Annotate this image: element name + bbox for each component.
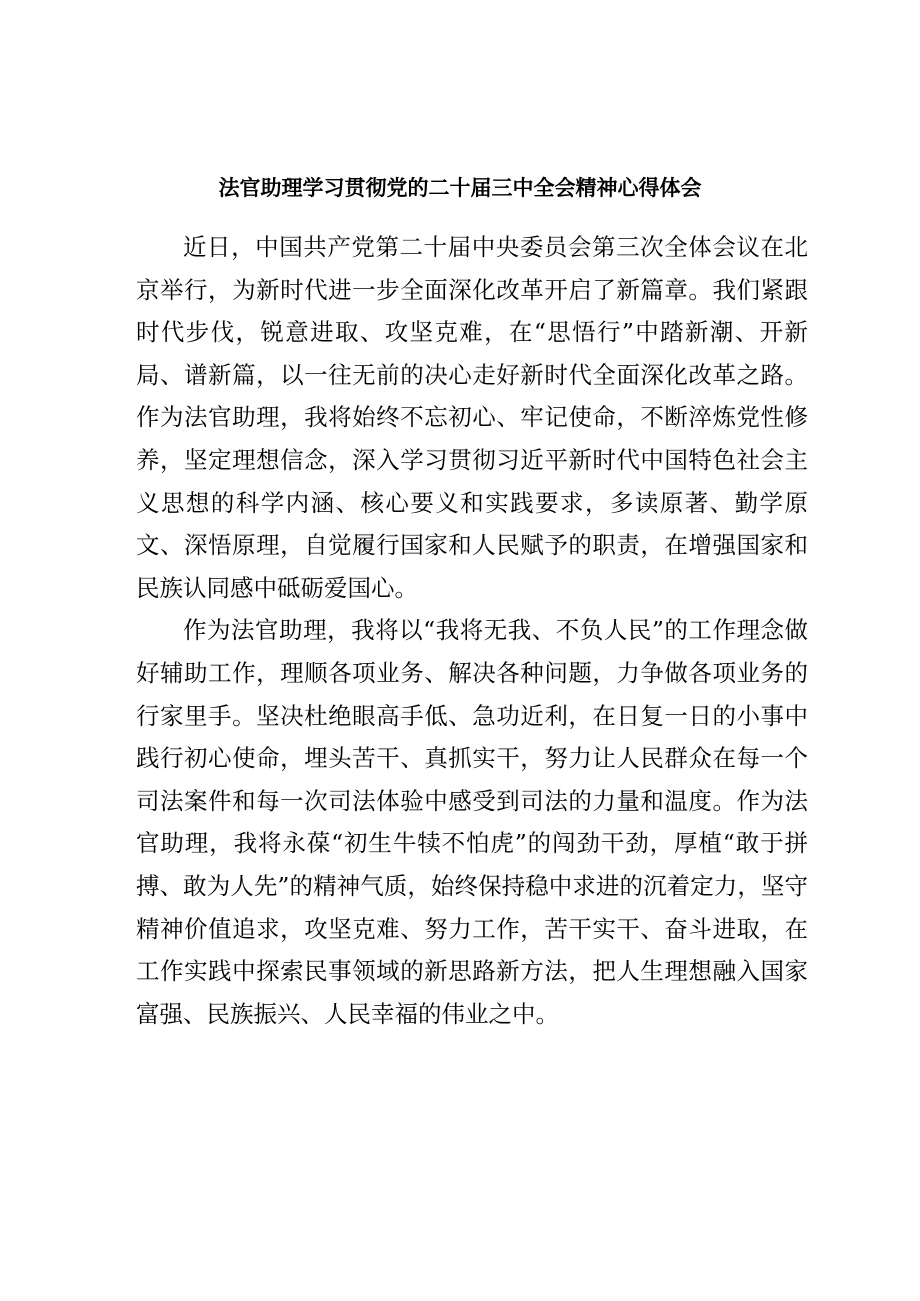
- document-title: 法官助理学习贯彻党的二十届三中全会精神心得体会: [218, 176, 702, 200]
- paragraph-1: 近日，中国共产党第二十届中央委员会第三次全体会议在北京举行，为新时代进一步全面深化改革开启了新篇章。我们紧跟时代步伐，锐意进取、攻坚克难，在“思悟行”中踏新潮、开新局、谱新篇，以一往无前的决心走好新时代全面深化改革之路。作为法官助理，我将始终不忘初心、牢记使命，不断淬炼党性修养，坚定理想信念，深入学习贯彻习近平新时代中国特色社会主义思想的科学内涵、核心要义和实践要求，多读原著、勤学原文、深悟原理，自觉履行国家和人民赋予的职责，在增强国家和民族认同感中砥砺爱国心。: [136, 233, 808, 602]
- document-body: [136, 226, 808, 1035]
- paragraph-2: 作为法官助理，我将以“我将无我、不负人民”的工作理念做好辅助工作，理顺各项业务、解决各种问题，力争做各项业务的行家里手。坚决杜绝眼高手低、急功近利，在日复一日的小事中践行初心使命，埋头苦干、真抓实干，努力让人民群众在每一个司法案件和每一次司法体验中感受到司法的力量和温度。作为法官助理，我将永葆“初生牛犊不怕虎”的闯劲干劲，厚植“敢于拼搏、敢为人先”的精神气质，始终保持稳中求进的沉着定力，坚守精神价值追求，攻坚克难、努力工作，苦干实干、奋斗进取，在工作实践中探索民事领域的新思路新方法，把人生理想融入国家富强、民族振兴、人民幸福的伟业之中。: [136, 616, 808, 1028]
